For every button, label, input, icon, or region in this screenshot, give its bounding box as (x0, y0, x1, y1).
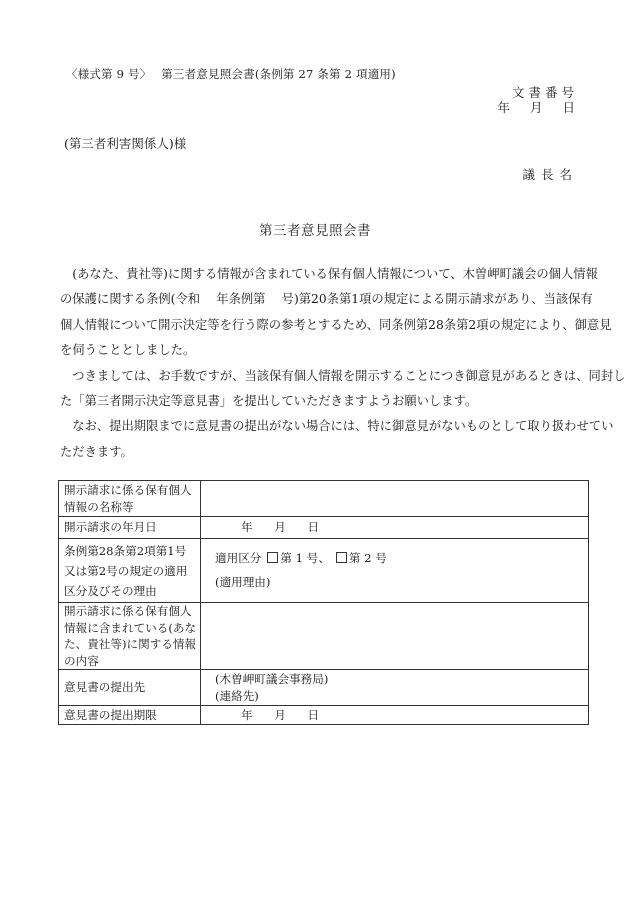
table-row (59, 517, 589, 539)
application-category-label: 条例第28条第2項第1号 又は第2号の規定の適用 区分及びその理由 (59, 539, 201, 603)
application-reason[interactable]: (適用理由) (215, 575, 271, 589)
request-date-value[interactable]: 年 月 日 (201, 517, 589, 539)
document-number-label: 文書番号 (511, 85, 578, 100)
request-info-name-value[interactable] (201, 481, 589, 517)
info-table (58, 480, 589, 725)
item2-checkbox[interactable] (336, 552, 347, 563)
date-label: 年 月 日 (497, 100, 583, 115)
submission-deadline-value[interactable]: 年 月 日 (201, 706, 589, 725)
body-line: 個人情報について開示決定等を行う際の参考とするため、同条例第28条第2項の規定により、御意見 (60, 317, 612, 332)
document-title: 第三者意見照会書 (259, 223, 371, 239)
table-row (59, 481, 589, 517)
item1-label: 第 1 号、 (280, 551, 330, 565)
submission-deadline-label: 意見書の提出期限 (59, 706, 201, 725)
category-label: 適用区分 (215, 551, 262, 565)
application-category-value (201, 539, 589, 603)
form-number: 〈様式第 9 号〉 第三者意見照会書(条例第 27 条第 2 項適用) (66, 67, 396, 81)
request-info-name-label: 開示請求に係る保有個人情報の名称等 (59, 481, 201, 517)
item1-checkbox[interactable] (267, 552, 278, 563)
related-info-value[interactable] (201, 603, 589, 670)
table-row (59, 670, 589, 706)
body-line: なお、提出期限までに意見書の提出がない場合には、特に御意見がないものとして取り扱わせてい (60, 419, 614, 434)
body-line: (あなた、貴社等)に関する情報が含まれている保有個人情報について、木曽岬町議会の個人情報 (60, 267, 598, 281)
body-text (60, 262, 626, 465)
body-line: つきましては、お手数ですが、当該保有個人情報を開示することにつき御意見があるときは、同封し (60, 368, 626, 383)
related-info-label: 開示請求に係る保有個人情報に含まれている(あなた、貴社等)に関する情報の内容 (59, 603, 201, 670)
addressee: (第三者利害関係人)様 (64, 136, 187, 151)
item2-label: 第 2 号 (348, 551, 387, 565)
chairperson-name-label: 議長名 (522, 167, 578, 182)
request-date-label: 開示請求の年月日 (59, 517, 201, 539)
body-line: ただきます。 (60, 444, 133, 459)
body-line: の保護に関する条例(令和 年条例第 号)第20条第1項の規定による開示請求があり、当該保有 (60, 292, 593, 307)
submission-destination-value: (木曽岬町議会事務局) (連絡先) (201, 670, 589, 706)
table-row (59, 706, 589, 725)
table-row (59, 603, 589, 670)
body-line: を伺うこととしました。 (60, 343, 196, 358)
table-row (59, 539, 589, 603)
submission-destination-label: 意見書の提出先 (59, 670, 201, 706)
body-line: た「第三者開示決定等意見書」を提出していただきますようお願いします。 (60, 393, 478, 408)
